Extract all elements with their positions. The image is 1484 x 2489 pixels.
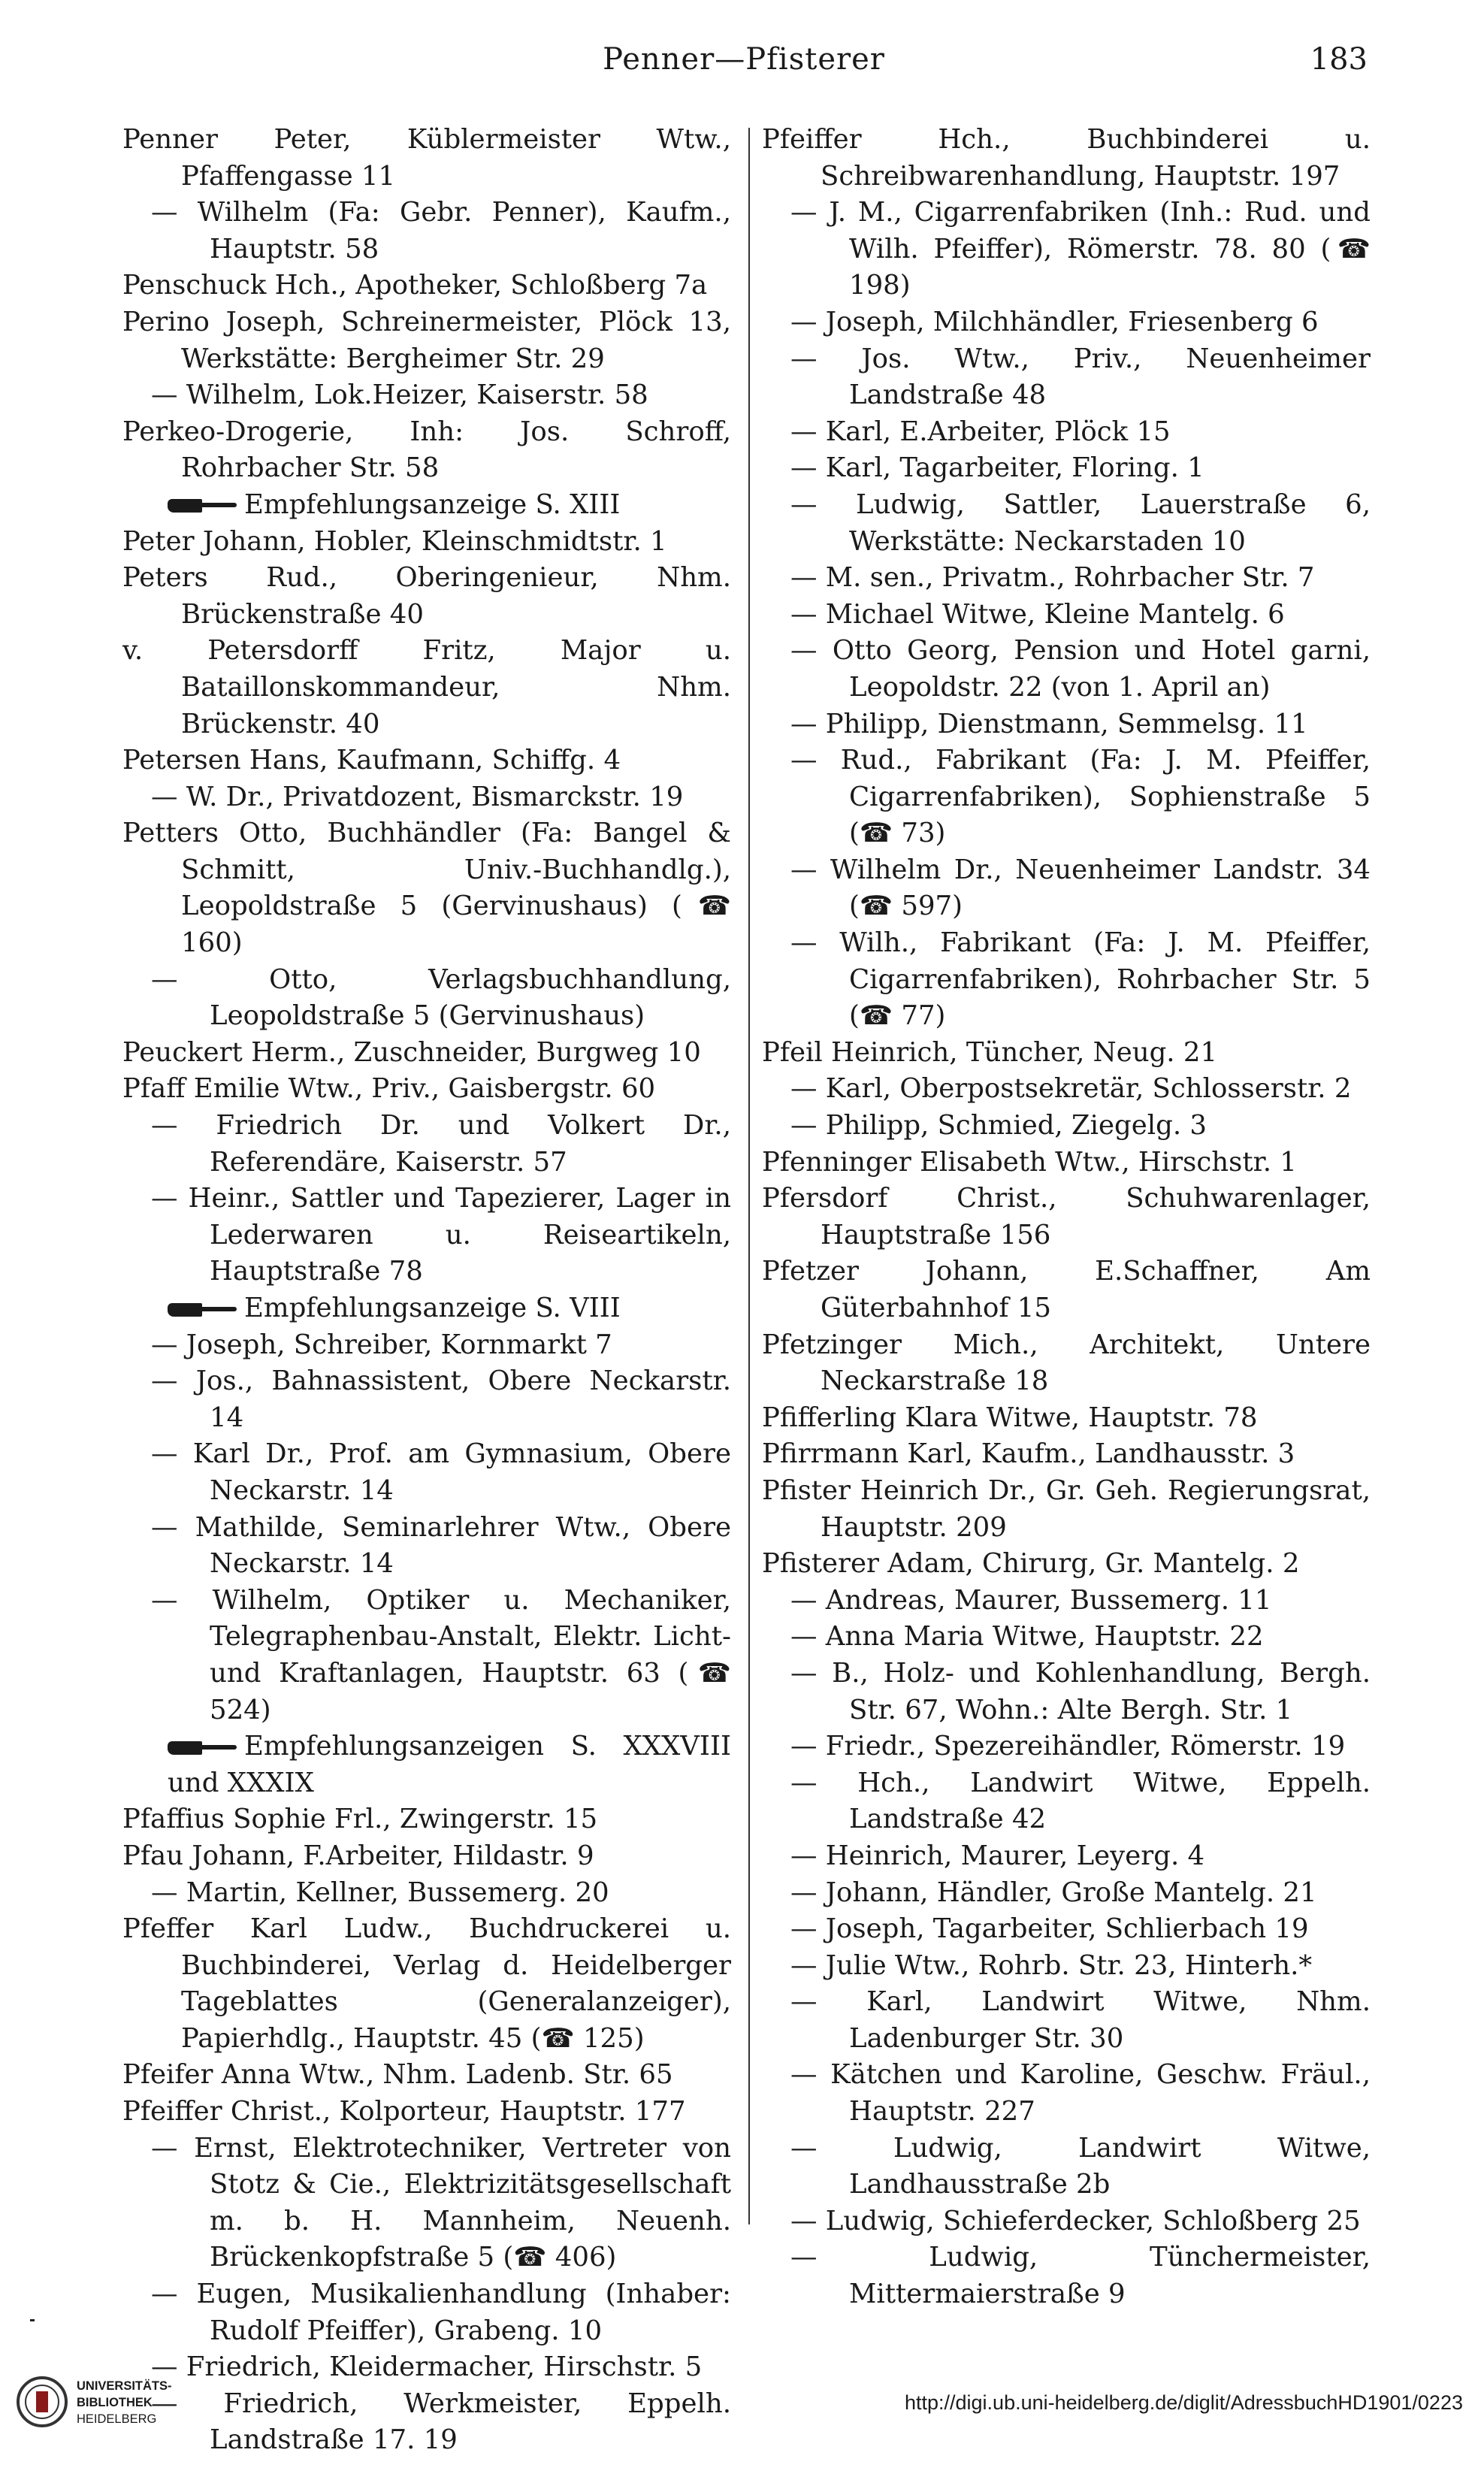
entry-text: — M. sen., Privatm., Rohrbacher Str. 7 xyxy=(790,562,1315,594)
directory-entry xyxy=(762,1765,1371,1838)
advertisement-reference xyxy=(122,1290,731,1327)
directory-entry xyxy=(122,2276,731,2349)
entry-text: Empfehlungsanzeige S. XIII xyxy=(244,488,621,520)
directory-entry xyxy=(762,852,1371,925)
directory-entry xyxy=(122,1035,731,1072)
entry-text: — Friedrich, Kleidermacher, Hirschstr. 5 xyxy=(151,2351,703,2383)
library-name xyxy=(77,2378,172,2427)
advertisement-reference xyxy=(122,1728,731,1801)
directory-entry xyxy=(762,1400,1371,1437)
directory-entry xyxy=(122,195,731,268)
entry-text: Pfeil Heinrich, Tüncher, Neug. 21 xyxy=(762,1036,1218,1068)
entry-text: — Ludwig, Sattler, Lauerstraße 6, Werkstätte: Neckarstaden 10 xyxy=(790,488,1371,557)
directory-entry xyxy=(122,1181,731,1290)
entry-text: — Karl, Landwirt Witwe, Nhm. Ladenburger Str. 30 xyxy=(790,1986,1371,2054)
directory-entry xyxy=(762,1436,1371,1473)
entry-text: Pfisterer Adam, Chirurg, Gr. Mantelg. 2 xyxy=(762,1548,1300,1580)
entry-text: Pfeiffer Hch., Buchbinderei u. Schreibwarenhandlung, Hauptstr. 197 xyxy=(762,124,1371,192)
page-header xyxy=(120,35,1368,87)
directory-entry xyxy=(122,2094,731,2131)
directory-entry xyxy=(122,1510,731,1583)
directory-entry xyxy=(122,633,731,742)
directory-entry xyxy=(762,706,1371,743)
entry-text: — Heinr., Sattler und Tapezierer, Lager in Lederwaren u. Reiseartikeln, Hauptstraße 78 xyxy=(151,1183,731,1287)
entry-text: Pfetzinger Mich., Architekt, Untere Neckarstraße 18 xyxy=(762,1329,1371,1397)
library-name-line: BIBLIOTHEK xyxy=(77,2396,153,2409)
directory-entry xyxy=(122,779,731,816)
entry-text: Penschuck Hch., Apotheker, Schloßberg 7a xyxy=(122,270,708,301)
entry-text: — Otto Georg, Pension und Hotel garni, Leopoldstr. 22 (von 1. April an) xyxy=(790,635,1371,703)
right-column xyxy=(762,122,1371,2313)
entry-text: — Andreas, Maurer, Bussemerg. 11 xyxy=(790,1584,1272,1616)
entry-text: Peter Johann, Hobler, Kleinschmidtstr. 1 xyxy=(122,525,667,557)
entry-text: — Heinrich, Maurer, Leyerg. 4 xyxy=(790,1840,1205,1871)
entry-text: — Eugen, Musikalienhandlung (Inhaber: Rudolf Pfeiffer), Grabeng. 10 xyxy=(151,2279,731,2346)
directory-entry xyxy=(762,1254,1371,1326)
entry-text: — Wilh., Fabrikant (Fa: J. M. Pfeiffer, Cigarrenfabriken), Rohrbacher Str. 5 (☎ 77) xyxy=(790,927,1371,1032)
directory-entry xyxy=(122,2131,731,2276)
entry-text: Perino Joseph, Schreinermeister, Plöck 13, Werkstätte: Bergheimer Str. 29 xyxy=(122,306,731,374)
directory-entry xyxy=(762,1911,1371,1948)
entry-text: — Hch., Landwirt Witwe, Eppelh. Landstraße 42 xyxy=(790,1767,1371,1835)
entry-text: — Karl, Tagarbeiter, Floring. 1 xyxy=(790,452,1204,484)
directory-entry xyxy=(762,1145,1371,1181)
directory-entry xyxy=(122,414,731,487)
pointing-hand-icon xyxy=(168,1300,237,1320)
entry-text: — Karl, E.Arbeiter, Plöck 15 xyxy=(790,416,1171,447)
library-seal-icon xyxy=(15,2375,69,2429)
directory-entry xyxy=(762,633,1371,706)
entry-text: Pfaff Emilie Wtw., Priv., Gaisbergstr. 60 xyxy=(122,1073,656,1105)
directory-entry xyxy=(122,742,731,779)
entry-text: — Karl Dr., Prof. am Gymnasium, Obere Neckarstr. 14 xyxy=(151,1438,731,1506)
entry-text: Pfersdorf Christ., Schuhwarenlager, Hauptstraße 156 xyxy=(762,1183,1371,1251)
pointing-hand-icon xyxy=(168,496,237,516)
entry-text: Peuckert Herm., Zuschneider, Burgweg 10 xyxy=(122,1036,701,1068)
directory-entry xyxy=(122,815,731,961)
entry-text: Pfenninger Elisabeth Wtw., Hirschstr. 1 xyxy=(762,1146,1297,1178)
directory-entry xyxy=(122,962,731,1035)
entry-text: Pfeifer Anna Wtw., Nhm. Ladenb. Str. 65 xyxy=(122,2059,673,2091)
entry-text: Pfister Heinrich Dr., Gr. Geh. Regierungsrat, Hauptstr. 209 xyxy=(762,1474,1371,1543)
directory-entry xyxy=(122,1436,731,1509)
entry-text: — Wilhelm, Optiker u. Mechaniker, Telegraphenbau-Anstalt, Elektr. Licht- und Kraftanlagen, Hauptstr. 63 (☎ 524) xyxy=(151,1584,731,1725)
directory-entry xyxy=(122,268,731,304)
directory-entry xyxy=(122,560,731,633)
directory-entry xyxy=(122,524,731,561)
entry-text: Pfirrmann Karl, Kaufm., Landhausstr. 3 xyxy=(762,1438,1295,1470)
entry-text: Perkeo-Drogerie, Inh: Jos. Schroff, Rohrbacher Str. 58 xyxy=(122,416,731,484)
directory-entry xyxy=(762,341,1371,414)
directory-entry xyxy=(762,2203,1371,2240)
library-name-line: UNIVERSITÄTS- xyxy=(77,2379,172,2393)
entry-text: — Philipp, Dienstmann, Semmelsg. 11 xyxy=(790,708,1308,739)
directory-entry xyxy=(762,1108,1371,1145)
directory-entry xyxy=(762,195,1371,304)
entry-text: — Friedrich, Werkmeister, Eppelh. Landstraße 17. 19 xyxy=(151,2388,731,2456)
entry-text: Penner Peter, Küblermeister Wtw., Pfaffengasse 11 xyxy=(122,124,731,192)
directory-entry xyxy=(762,597,1371,634)
directory-entry xyxy=(762,1948,1371,1985)
entry-text: — Johann, Händler, Große Mantelg. 21 xyxy=(790,1877,1317,1908)
entry-text: — Karl, Oberpostsekretär, Schlosserstr. 2 xyxy=(790,1073,1352,1105)
directory-entry xyxy=(762,2131,1371,2203)
entry-text: — Joseph, Tagarbeiter, Schlierbach 19 xyxy=(790,1913,1309,1945)
directory-entry xyxy=(762,450,1371,487)
directory-entry xyxy=(122,2349,731,2386)
directory-entry xyxy=(762,1984,1371,2057)
entry-text: — Ludwig, Landwirt Witwe, Landhausstraße 2b xyxy=(790,2132,1371,2200)
directory-entry xyxy=(762,414,1371,451)
entry-text: Petters Otto, Buchhändler (Fa: Bangel & Schmitt, Univ.-Buchhandlg.), Leopoldstraße 5 (Gervinushaus) (☎ 160) xyxy=(122,818,731,959)
entry-text: — Wilhelm (Fa: Gebr. Penner), Kaufm., Hauptstr. 58 xyxy=(151,197,731,265)
entry-text: — Ludwig, Schieferdecker, Schloßberg 25 xyxy=(790,2205,1361,2236)
entry-text: — Kätchen und Karoline, Geschw. Fräul., Hauptstr. 227 xyxy=(790,2059,1371,2128)
entry-text: — Wilhelm, Lok.Heizer, Kaiserstr. 58 xyxy=(151,380,648,411)
entry-text: — Michael Witwe, Kleine Mantelg. 6 xyxy=(790,598,1285,630)
directory-entry xyxy=(762,2239,1371,2312)
entry-text: Petersen Hans, Kaufmann, Schiffg. 4 xyxy=(122,745,621,776)
directory-entry xyxy=(122,304,731,377)
footer-mark xyxy=(30,2319,35,2321)
directory-entry xyxy=(762,1728,1371,1765)
entry-text: — Ernst, Elektrotechniker, Vertreter von Stotz & Cie., Elektrizitätsgesellschaft m. b. H. Mannheim, Neuenh. Brückenkopfstraße 5 (☎ 406) xyxy=(151,2132,731,2273)
entry-text: Pfetzer Johann, E.Schaffner, Am Güterbahnhof 15 xyxy=(762,1256,1371,1323)
directory-entry xyxy=(762,1071,1371,1108)
directory-entry xyxy=(122,1801,731,1838)
entry-text: — Wilhelm Dr., Neuenheimer Landstr. 34 (☎ 597) xyxy=(790,854,1371,922)
source-url[interactable]: http://digi.ub.uni-heidelberg.de/diglit/AdressbuchHD1901/0223 xyxy=(904,2391,1463,2414)
entry-text: — Anna Maria Witwe, Hauptstr. 22 xyxy=(790,1621,1264,1653)
page-title: Penner—Pfisterer xyxy=(603,42,885,77)
entry-text: — Rud., Fabrikant (Fa: J. M. Pfeiffer, Cigarrenfabriken), Sophienstraße 5 (☎ 73) xyxy=(790,745,1371,849)
entry-text: — Otto, Verlagsbuchhandlung, Leopoldstraße 5 (Gervinushaus) xyxy=(151,963,731,1032)
entry-text: — Jos. Wtw., Priv., Neuenheimer Landstraße 48 xyxy=(790,343,1371,411)
directory-entry xyxy=(122,1583,731,1728)
directory-entry xyxy=(762,122,1371,195)
left-column xyxy=(122,122,731,2459)
entry-text: — Philipp, Schmied, Ziegelg. 3 xyxy=(790,1110,1207,1142)
directory-entry xyxy=(122,2057,731,2094)
column-divider xyxy=(748,128,750,2224)
entry-text: Empfehlungsanzeigen S. XXXVIII und XXXIX xyxy=(168,1731,731,1798)
directory-entry xyxy=(122,122,731,195)
directory-entry xyxy=(122,1327,731,1364)
directory-entry xyxy=(762,1656,1371,1728)
entry-text: Empfehlungsanzeige S. VIII xyxy=(244,1293,621,1323)
directory-entry xyxy=(762,304,1371,341)
pointing-hand-icon xyxy=(168,1738,237,1758)
entry-text: — Joseph, Schreiber, Kornmarkt 7 xyxy=(151,1329,612,1360)
directory-entry xyxy=(122,377,731,414)
entry-text: Pfeffer Karl Ludw., Buchdruckerei u. Buchbinderei, Verlag d. Heidelberger Tageblattes (Generalanzeiger), Papierhdlg., Hauptstr. 45 (☎ 125) xyxy=(122,1913,731,2054)
directory-entry xyxy=(762,1327,1371,1400)
directory-entry xyxy=(762,1181,1371,1254)
directory-entry xyxy=(122,1071,731,1108)
library-logo xyxy=(15,2367,203,2442)
directory-entry xyxy=(762,560,1371,597)
entry-text: Pfifferling Klara Witwe, Hauptstr. 78 xyxy=(762,1402,1258,1433)
library-name-line: HEIDELBERG xyxy=(77,2412,157,2426)
directory-entry xyxy=(762,925,1371,1035)
directory-entry xyxy=(762,1838,1371,1875)
entry-text: Pfeiffer Christ., Kolporteur, Hauptstr. 177 xyxy=(122,2096,686,2128)
directory-entry xyxy=(122,1875,731,1912)
directory-entry xyxy=(122,1838,731,1875)
page-number: 183 xyxy=(1310,42,1368,77)
entry-text: — Joseph, Milchhändler, Friesenberg 6 xyxy=(790,306,1319,337)
entry-text: — Friedrich Dr. und Volkert Dr., Referendäre, Kaiserstr. 57 xyxy=(151,1110,731,1178)
directory-entry xyxy=(762,1583,1371,1620)
directory-entry xyxy=(762,1546,1371,1583)
entry-text: Pfau Johann, F.Arbeiter, Hildastr. 9 xyxy=(122,1840,594,1871)
directory-entry xyxy=(122,1108,731,1181)
directory-entry xyxy=(762,1875,1371,1912)
entry-text: — Martin, Kellner, Bussemerg. 20 xyxy=(151,1877,609,1908)
directory-entry xyxy=(122,1911,731,2057)
entry-text: — W. Dr., Privatdozent, Bismarckstr. 19 xyxy=(151,781,684,812)
entry-text: v. Petersdorff Fritz, Major u. Bataillonskommandeur, Nhm. Brückenstr. 40 xyxy=(122,635,731,739)
entry-text: — Friedr., Spezereihändler, Römerstr. 19 xyxy=(790,1731,1346,1762)
directory-entry xyxy=(762,1473,1371,1546)
directory-entry xyxy=(762,742,1371,852)
entry-text: — Jos., Bahnassistent, Obere Neckarstr. 14 xyxy=(151,1365,731,1433)
directory-entry xyxy=(762,487,1371,560)
directory-entry xyxy=(762,2057,1371,2130)
entry-text: — Julie Wtw., Rohrb. Str. 23, Hinterh.* xyxy=(790,1949,1313,1981)
entry-text: — Ludwig, Tünchermeister, Mittermaierstraße 9 xyxy=(790,2242,1371,2310)
entry-text: — J. M., Cigarrenfabriken (Inh.: Rud. und Wilh. Pfeiffer), Römerstr. 78. 80 (☎ 198) xyxy=(790,197,1371,301)
directory-entry xyxy=(122,2386,731,2459)
entry-text: — Mathilde, Seminarlehrer Wtw., Obere Neckarstr. 14 xyxy=(151,1511,731,1580)
advertisement-reference xyxy=(122,487,731,524)
directory-entry xyxy=(122,1363,731,1436)
directory-entry xyxy=(762,1035,1371,1072)
directory-entry xyxy=(762,1619,1371,1656)
entry-text: — B., Holz- und Kohlenhandlung, Bergh. Str. 67, Wohn.: Alte Bergh. Str. 1 xyxy=(790,1657,1371,1725)
entry-text: Pfaffius Sophie Frl., Zwingerstr. 15 xyxy=(122,1804,598,1835)
entry-text: Peters Rud., Oberingenieur, Nhm. Brückenstraße 40 xyxy=(122,562,731,630)
